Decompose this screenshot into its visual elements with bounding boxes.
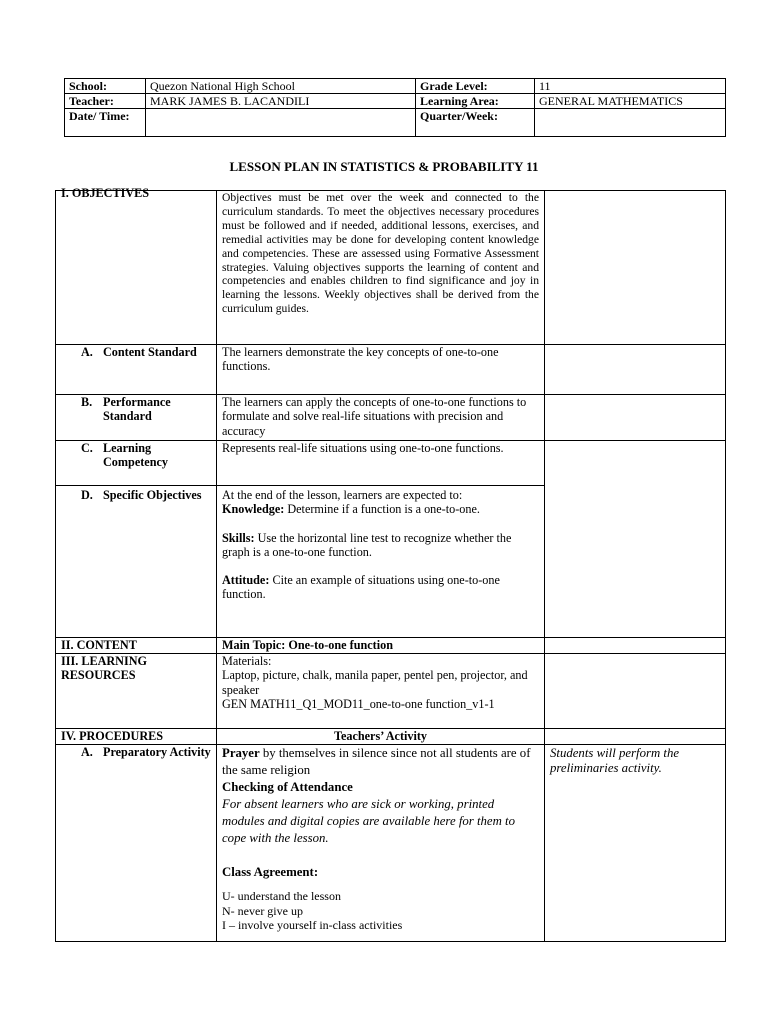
preparatory-label: A. Preparatory Activity (56, 745, 217, 942)
learning-competency-row (56, 441, 726, 486)
objectives-row (56, 191, 726, 345)
main-topic: Main Topic: One-to-one function (217, 638, 545, 654)
quarter-week-value (535, 109, 726, 137)
learning-area-value: GENERAL MATHEMATICS (535, 94, 726, 109)
objectives-notes (545, 191, 726, 345)
grade-level-value: 11 (535, 79, 726, 94)
resources-label: III. LEARNING RESOURCES (56, 654, 217, 729)
learning-competency-label: C. Learning Competency (56, 441, 217, 486)
date-time-label: Date/ Time: (65, 109, 146, 137)
objectives-text: Objectives must be met over the week and connected to the curriculum standards. To meet the objectives necessary procedures must be followed and if needed, additional lessons, exercises, and remedial activities may be done for developing content knowledge and competencies. These are assessed using Formative Assessment strategies. Valuing objectives supports the learning of content and competencies and enables children to find significance and joy in learning the lessons. Weekly objectives shall be derived from the curriculum guides. (217, 191, 545, 345)
specific-objectives-label: D. Specific Objectives (56, 486, 217, 638)
agreement-item: I – involve yourself in-class activities (222, 918, 403, 932)
resources-text: Materials: Laptop, picture, chalk, manila paper, pentel pen, projector, and speaker GEN MATH11_Q1_MOD11_one-to-one function_v1-1 (217, 654, 545, 729)
grade-level-label: Grade Level: (416, 79, 535, 94)
learning-competency-text: Represents real-life situations using one-to-one functions. (217, 441, 545, 486)
quarter-week-label: Quarter/Week: (416, 109, 535, 137)
performance-standard-notes (545, 395, 726, 441)
resources-row (56, 654, 726, 729)
performance-standard-label: B. Performance Standard (56, 395, 217, 441)
content-label: II. CONTENT (56, 638, 217, 654)
content-standard-text: The learners demonstrate the key concepts of one-to-one functions. (217, 345, 545, 395)
preparatory-text: Prayer by themselves in silence since not all students are of the same religion Checking of Attendance For absent learners who are sick or working, printed modules and digital copies are available here for them to cope with the lesson. Class Agreement: U- understand the lesson N- never give up I – involve yourself in-class activities (217, 745, 545, 942)
procedures-label: IV. PROCEDURES (56, 729, 217, 745)
school-info-table (64, 78, 726, 137)
resources-notes (545, 654, 726, 729)
content-row (56, 638, 726, 654)
performance-standard-row (56, 395, 726, 441)
lesson-plan-table (55, 185, 726, 942)
objectives-label: I. OBJECTIVES (56, 191, 217, 345)
page-title: LESSON PLAN IN STATISTICS & PROBABILITY 11 (229, 159, 539, 174)
agreement-item: U- understand the lesson (222, 889, 341, 903)
school-value: Quezon National High School (146, 79, 416, 94)
teachers-activity-header: Teachers’ Activity (217, 729, 545, 745)
school-label: School: (65, 79, 146, 94)
specific-objectives-text: At the end of the lesson, learners are expected to: Knowledge: Determine if a function is a one-to-one. Skills: Use the horizontal line test to recognize whether the graph is a one-to-one function. Attitude: Cite an example of situations using one-to-one function. (217, 486, 545, 638)
teacher-value: MARK JAMES B. LACANDILI (146, 94, 416, 109)
content-notes (545, 638, 726, 654)
students-preliminaries-text: Students will perform the preliminaries activity. (545, 745, 726, 942)
content-standard-notes (545, 345, 726, 395)
teacher-label: Teacher: (65, 94, 146, 109)
content-standard-row (56, 345, 726, 395)
agreement-item: N- never give up (222, 903, 303, 918)
content-standard-label: A. Content Standard (56, 345, 217, 395)
students-activity-header (545, 729, 726, 745)
performance-standard-text: The learners can apply the concepts of one-to-one functions to formulate and solve real-life situations with precision and accuracy (217, 395, 545, 441)
procedures-row (56, 729, 726, 745)
date-time-value (146, 109, 416, 137)
learning-area-label: Learning Area: (416, 94, 535, 109)
competency-notes (545, 441, 726, 638)
preparatory-row (56, 745, 726, 942)
